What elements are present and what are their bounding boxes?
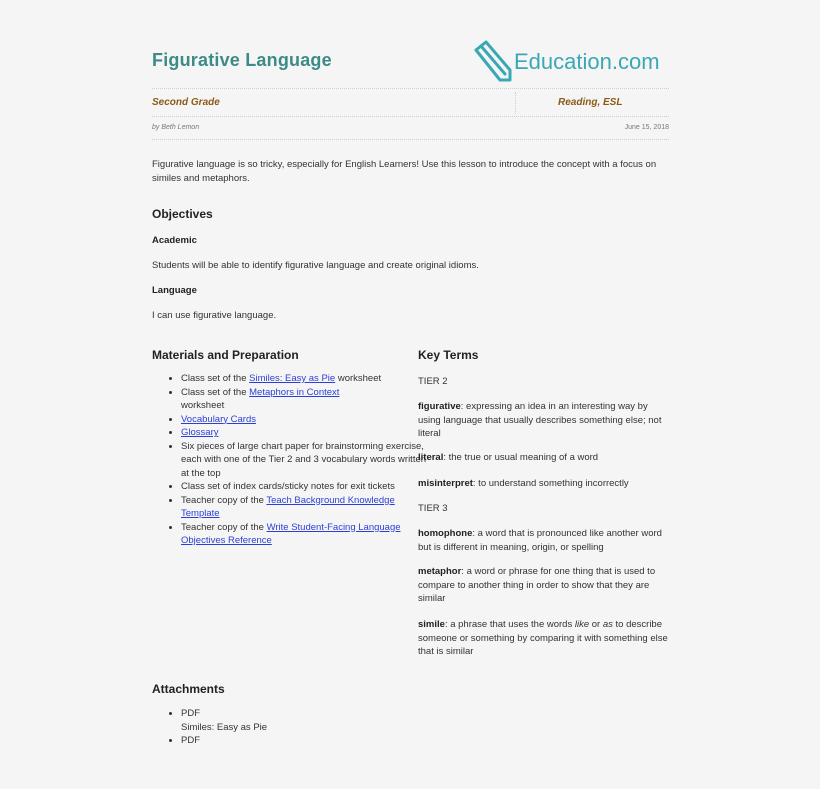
list-item: • Class set of the Metaphors in Context worksheet [181,386,431,413]
term-homophone: homophone: a word that is pronounced like another word but is different in meaning, origin, or spelling [418,528,662,553]
academic-heading: Academic [152,235,197,246]
date-label: June 15, 2018 [624,124,669,131]
attachment-item[interactable]: • PDF [181,734,431,748]
list-item [181,426,431,440]
objectives-heading: Objectives [152,207,213,221]
attachment-item[interactable]: • PDF Similes: Easy as Pie [181,707,431,734]
intro-paragraph: Figurative language is so tricky, especially for English Learners! Use this lesson to introduce the concept with a focus on similes and metaphors. [152,159,657,184]
page-title: Figurative Language [152,50,332,70]
term-misinterpret: misinterpret: to understand something incorrectly [418,478,629,489]
link-glossary[interactable]: Glossary [181,427,219,438]
tier3-label: TIER 3 [418,503,448,514]
list-item: • Six pieces of large chart paper for brainstorming exercise, each with one of the Tier 2 and 3 vocabulary words written at the top [181,440,431,481]
materials-list [152,372,431,548]
divider-vertical [515,92,516,114]
grade-label: Second Grade [152,97,220,108]
divider [152,116,669,117]
link-objectives-reference[interactable]: Write Student-Facing Language Objectives Reference [181,521,401,546]
term-simile: simile: a phrase that uses the words like or as to describe someone or something by comparing it with something else that is similar [418,619,668,657]
logo-text: Education.com [514,49,660,74]
link-vocabulary-cards[interactable]: Vocabulary Cards [181,413,256,425]
link-metaphors-worksheet[interactable]: Metaphors in Context [249,386,340,398]
materials-heading: Materials and Preparation [152,348,299,362]
term-metaphor: metaphor: a word or phrase for one thing that is used to compare to another thing in order to show that they are similar [418,566,656,604]
list-item: • Teacher copy of the Teach Background Knowledge Template [181,494,431,521]
tier2-label: TIER 2 [418,376,448,387]
language-heading: Language [152,285,197,296]
link-background-template[interactable]: Teach Background Knowledge Template [181,494,395,519]
pencil-logo-icon [468,40,512,84]
list-item: • Class set of the Similes: Easy as Pie worksheet [181,372,431,386]
list-item: • Class set of index cards/sticky notes for exit tickets [181,480,431,494]
academic-text: Students will be able to identify figurative language and create original idioms. [152,260,479,271]
list-item [181,413,431,427]
list-item: • Teacher copy of the Write Student-Facing Language Objectives Reference [181,521,431,548]
divider [152,88,669,89]
term-literal: literal: the true or usual meaning of a word [418,452,599,463]
author-label: by Beth Lemon [152,124,200,131]
language-text: I can use figurative language. [152,310,277,321]
subject-label: Reading, ESL [558,97,623,108]
divider [152,139,669,140]
key-terms-heading: Key Terms [418,348,479,362]
link-similes-worksheet[interactable]: Similes: Easy as Pie [249,373,336,384]
education-logo[interactable] [468,40,660,84]
attachments-heading: Attachments [152,682,225,696]
term-figurative: figurative: expressing an idea in an interesting way by using language that usually describes something else; not literal [418,401,662,439]
attachments-list [152,707,431,748]
